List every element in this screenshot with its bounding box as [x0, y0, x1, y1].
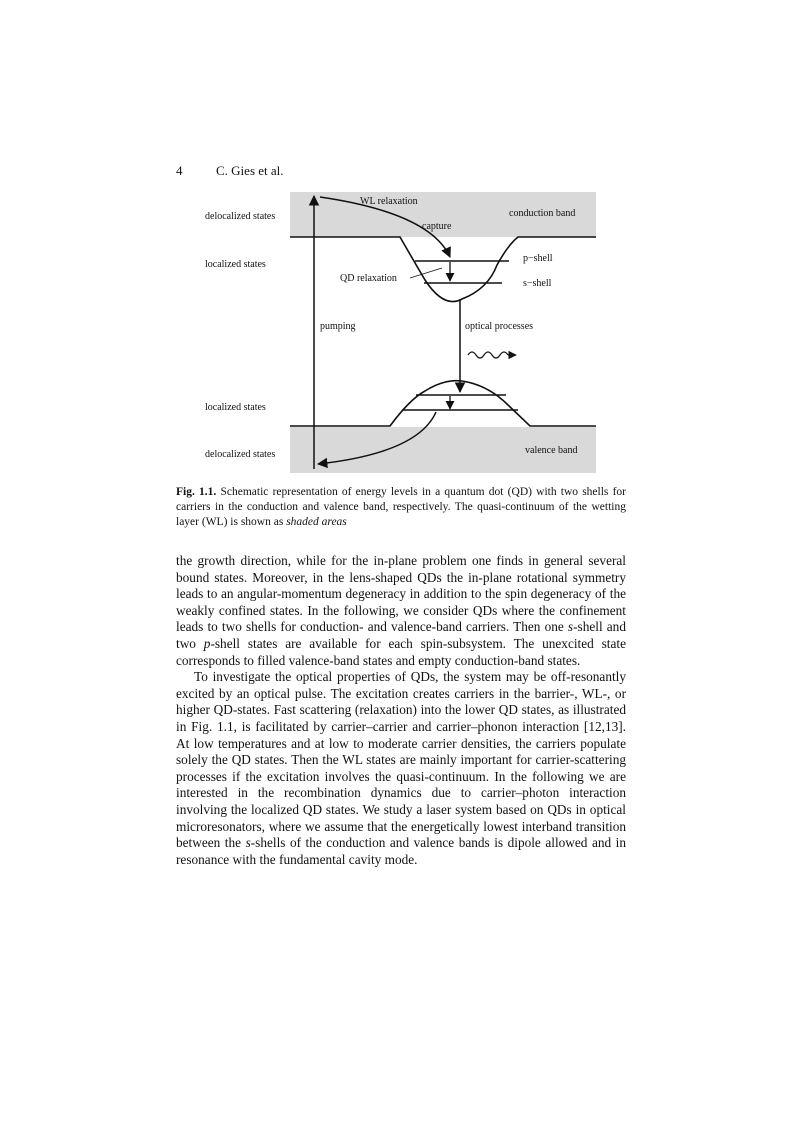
- paragraph-2-part-a: To investigate the optical properties of QDs, the system may be off-resonantly excited by an optical pulse. The excitation creates carriers in the barrier-, WL-, or higher QD-states. Fast scattering (relaxation) into the lower QD states, as illustrated in Fig. 1.1, is facilitated by carrier–carrier and carrier–phonon interaction [12,13]. At low temperatures and at low to moderate carrier densities, the carriers populate solely the QD states. Then the WL states are mainly important for carrier-scattering processes if the excitation involves the quasi-continuum. In the following we are interested in the recombination dynamics due to carrier–photon interaction involving the localized QD states. We study a laser system based on QDs in optical microresonators, where we assume that the energetically lowest interband transition between the: [176, 669, 626, 851]
- paragraph-2-part-b: -shells of the conduction and valence bands is dipole allowed and in resonance with the fundamental cavity mode.: [176, 835, 626, 867]
- paragraph-1-italic-s: s: [567, 619, 574, 635]
- running-head-authors: C. Gies et al.: [216, 163, 284, 178]
- label-valence-band: valence band: [525, 445, 578, 456]
- caption-label: Fig. 1.1.: [176, 486, 217, 498]
- paragraph-1-part-a: the growth direction, while for the in-plane problem one finds in general several bound states. Moreover, in the lens-shaped QDs the in-plane rotational symmetry leads to an angular-momentum degeneracy in addition to the spin degeneracy of the weakly confined states. In the following, we consider QDs where the confinement leads to two shells for conduction- and valence-band carriers. Then one: [176, 553, 626, 635]
- label-localized-top: localized states: [205, 259, 266, 270]
- paragraph-1-italic-p: p: [203, 635, 211, 651]
- energy-level-diagram: [190, 185, 610, 480]
- label-capture: capture: [422, 221, 452, 232]
- label-delocalized-bottom: delocalized states: [205, 449, 276, 460]
- body-text: [176, 553, 626, 868]
- caption-italic-text: shaded areas: [286, 516, 347, 528]
- paragraph-1: [176, 553, 626, 669]
- page-number: 4: [176, 163, 183, 178]
- label-optical-processes: optical processes: [465, 321, 534, 332]
- paragraph-2: [176, 669, 626, 868]
- paragraph-1-part-b: -shell and two: [176, 619, 626, 651]
- label-s-shell: s−shell: [523, 278, 552, 289]
- paragraph-2-italic-s: s: [245, 835, 251, 851]
- label-localized-bottom: localized states: [205, 402, 266, 413]
- energy-level-figure: [190, 185, 610, 480]
- label-delocalized-top: delocalized states: [205, 211, 276, 222]
- valence-band-edge: [290, 381, 596, 426]
- page-header: [176, 163, 284, 179]
- label-qd-relaxation: QD relaxation: [340, 273, 397, 284]
- paragraph-1-part-c: -shell states are available for each spin-subsystem. The unexcited state corresponds to filled valence-band states and empty conduction-band states.: [176, 635, 626, 668]
- label-pumping: pumping: [320, 321, 356, 332]
- figure-caption: [176, 485, 626, 530]
- label-wl-relaxation: WL relaxation: [360, 196, 418, 207]
- qd-relaxation-leader: [410, 268, 442, 278]
- label-p-shell: p−shell: [523, 253, 553, 264]
- photon-wave: [468, 352, 508, 358]
- label-conduction-band: conduction band: [509, 208, 576, 219]
- caption-text: Schematic representation of energy levels in a quantum dot (QD) with two shells for carriers in the conduction and valence band, respectively. The quasi-continuum of the wetting layer (WL) is shown as: [176, 486, 626, 528]
